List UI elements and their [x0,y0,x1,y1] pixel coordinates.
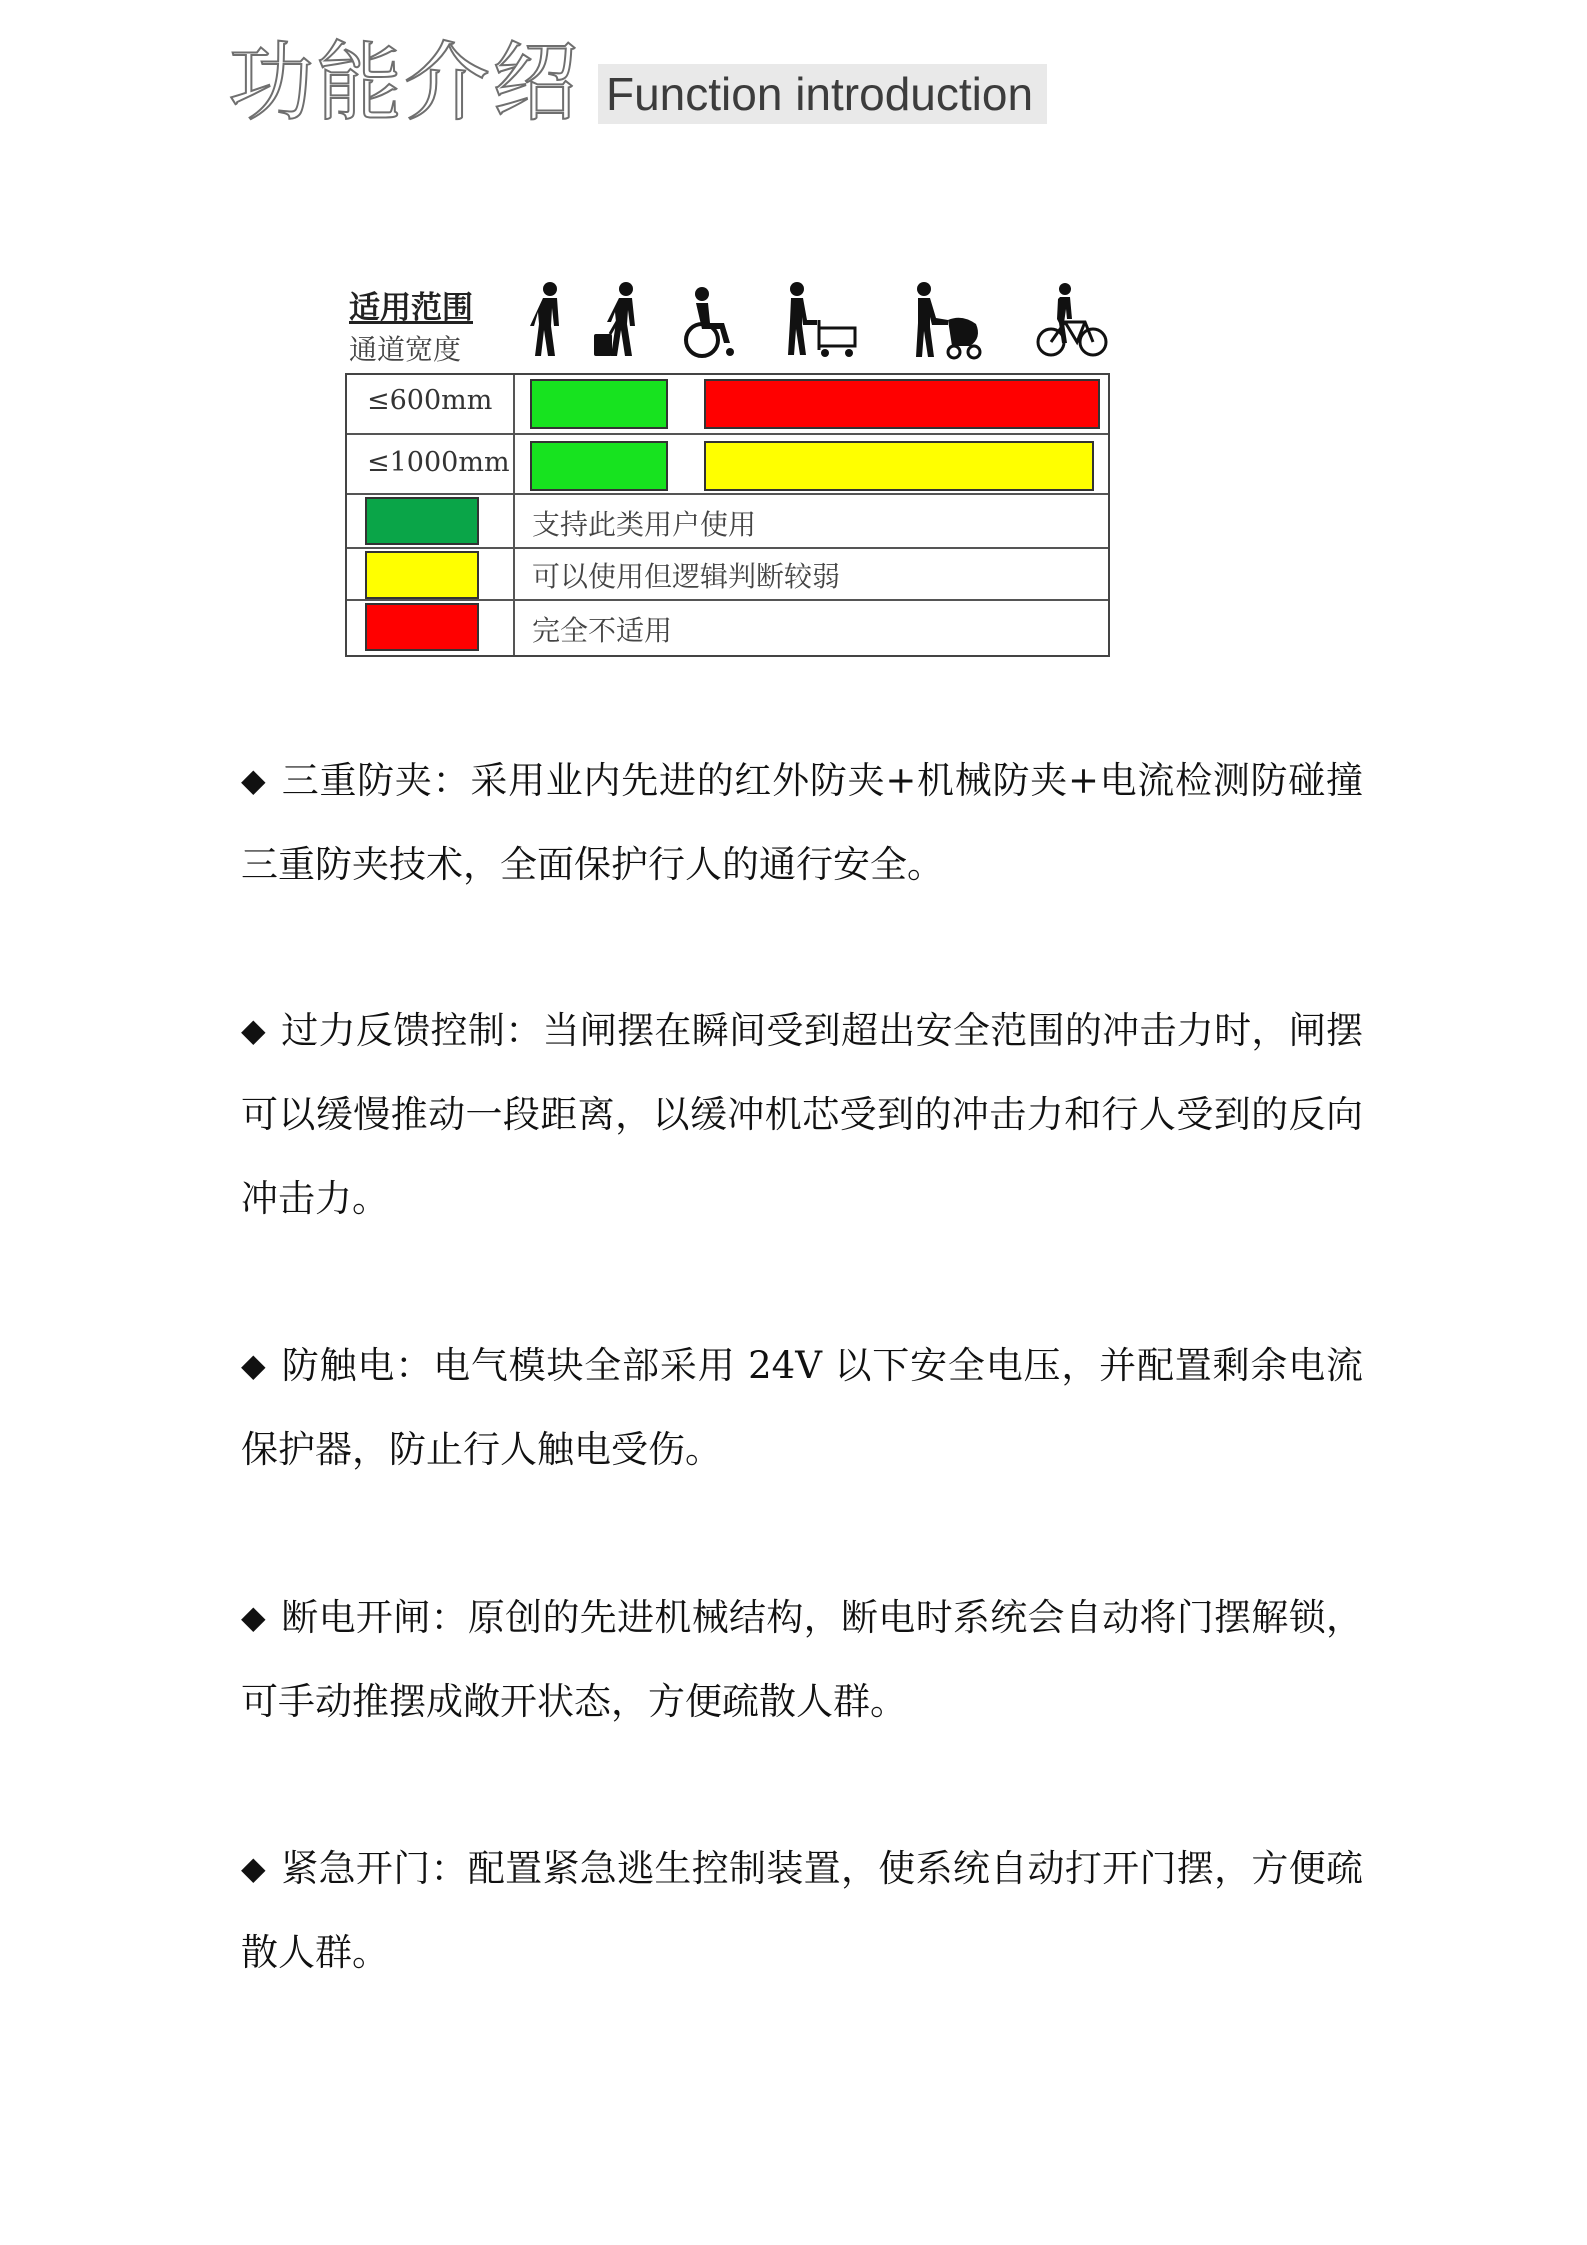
feature-separator: ： [395,1344,434,1387]
column-divider [513,549,515,599]
stroller-icon [912,280,987,360]
feature-anti-pinch [241,738,1363,907]
column-divider [513,375,515,433]
pedestrian-icon [530,280,570,360]
legend-row [347,495,1108,549]
suitability-bar-supported [530,379,668,429]
suitability-bar-not-applicable [704,379,1100,429]
feature-separator: ： [505,1009,543,1052]
legend-text: 支持此类用户使用 [532,508,757,541]
column-divider [513,435,515,493]
suitability-figure [345,280,1115,660]
legend-text: 可以使用但逻辑判断较弱 [532,560,841,593]
feature-power-off-open [241,1575,1363,1744]
feature-text: 原创的先进机械结构，断电时系统会自动将门摆解锁，可手动推摆成敞开状态，方便疏散人群。 [241,1596,1364,1723]
cart-pusher-icon [785,280,860,360]
feature-separator: ： [430,1596,468,1639]
column-divider [513,495,515,547]
column-divider [513,601,515,655]
legend-row [347,549,1108,601]
feature-text: 采用业内先进的红外防夹+机械防夹+电流检测防碰撞三重防夹技术，全面保护行人的通行安全。 [241,759,1364,886]
suitability-bar-weak-logic [704,441,1094,491]
feature-text: 电气模块全部采用 24V 以下安全电压，并配置剩余电流保护器，防止行人触电受伤。 [241,1344,1364,1471]
feature-emergency-open [241,1826,1363,1995]
diamond-bullet-icon: ◆ [241,1346,266,1384]
legend-swatch-green [365,497,479,545]
diamond-bullet-icon: ◆ [241,1849,266,1887]
feature-title: 防触电 [281,1344,396,1387]
table-row [347,435,1108,495]
diamond-bullet-icon: ◆ [241,1598,266,1636]
feature-separator: ： [432,759,471,802]
feature-separator: ： [430,1847,468,1890]
legend-text: 完全不适用 [532,614,673,647]
feature-title: 紧急开门 [281,1847,431,1890]
page-title-en: Function introduction [598,64,1047,124]
channel-width-label: 通道宽度 [349,333,462,366]
feature-title: 断电开闸 [281,1596,431,1639]
pedestrian-with-luggage-icon [590,280,650,360]
feature-text: 配置紧急逃生控制装置，使系统自动打开门摆，方便疏散人群。 [241,1847,1364,1974]
feature-overforce-feedback [241,988,1363,1241]
suitability-table [345,373,1110,657]
table-row [347,375,1108,435]
feature-text: 当闸摆在瞬间受到超出安全范围的冲击力时，闸摆可以缓慢推动一段距离，以缓冲机芯受到的冲击力和行人受到的反向冲击力。 [241,1009,1364,1220]
legend-swatch-red [365,603,479,651]
suitability-bar-supported [530,441,668,491]
legend-row [347,601,1108,655]
feature-anti-electric-shock [241,1323,1363,1492]
wheelchair-icon [680,280,740,360]
width-label: ≤600mm [367,385,493,416]
diamond-bullet-icon: ◆ [241,761,266,799]
bicycle-icon [1035,280,1110,360]
feature-title: 三重防夹 [281,759,433,802]
diamond-bullet-icon: ◆ [241,1011,266,1049]
feature-title: 过力反馈控制 [281,1009,506,1052]
suitability-title: 适用范围 [349,290,473,326]
page-title-cn: 功能介绍 [228,33,580,133]
legend-swatch-yellow [365,551,479,599]
width-label: ≤1000mm [367,447,510,478]
user-type-icons [530,280,1110,360]
